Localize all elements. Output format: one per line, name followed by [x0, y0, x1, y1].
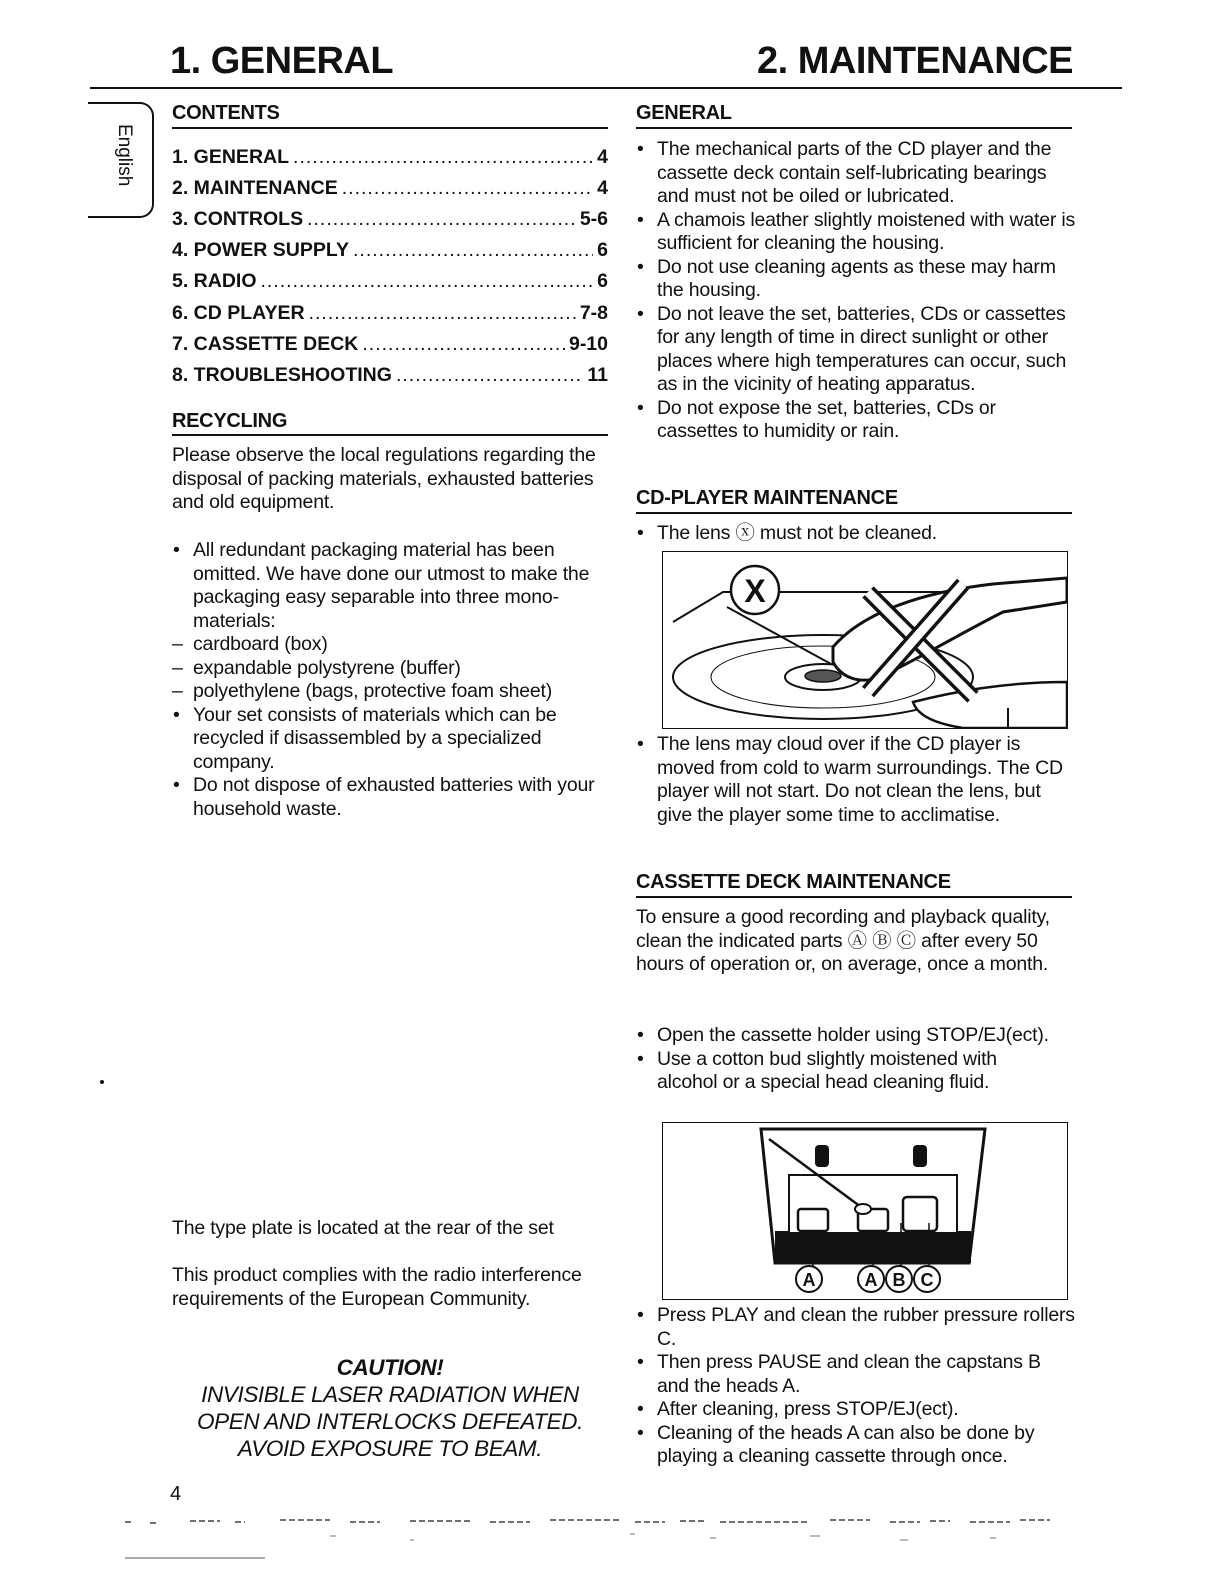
contents-heading: CONTENTS	[172, 102, 280, 124]
cassette-deck-illustration	[663, 1123, 1067, 1299]
toc-item: 7. CASSETTE DECK ..... 9-10	[172, 333, 608, 356]
callout-a-label: A	[802, 1270, 816, 1290]
cd-list-1	[636, 522, 1076, 546]
recycling-rule	[172, 434, 608, 436]
cassette-intro: To ensure a good recording and playback quality, clean the indicated parts Ⓐ Ⓑ Ⓒ after every 50 hours of operation or, on average, once a month.	[636, 906, 1050, 975]
general-list	[636, 138, 1076, 444]
list-item: • All redundant packaging material has been omitted. We have done our utmost to make the packaging easy separable into three mono-materials:	[172, 539, 608, 633]
cd-maintenance-heading: CD-PLAYER MAINTENANCE	[636, 487, 898, 509]
list-item: • The lens may cloud over if the CD player is moved from cold to warm surroundings. The CD player will not start. Do not clean the lens, but give the player some time to acclimatise.	[636, 733, 1076, 827]
page-number: 4	[170, 1483, 182, 1505]
toc-item: 3. CONTROLS ..... 5-6	[172, 208, 608, 231]
list-item: • Do not use cleaning agents as these may harm the housing.	[636, 256, 1076, 303]
callout-c-label: C	[920, 1270, 934, 1290]
toc-item: 1. GENERAL ..... 4	[172, 146, 608, 169]
list-item: • Use a cotton bud slightly moistened with alcohol or a special head cleaning fluid.	[636, 1048, 1056, 1095]
list-item: • After cleaning, press STOP/EJ(ect).	[636, 1398, 1076, 1422]
contents-rule	[172, 127, 608, 129]
list-item: – polyethylene (bags, protective foam sheet)	[172, 680, 608, 704]
language-tab-label: English	[114, 124, 135, 187]
scan-noise	[110, 1510, 1110, 1570]
cd-maintenance-rule	[636, 512, 1072, 514]
list-item: • Do not expose the set, batteries, CDs or cassettes to humidity or rain.	[636, 397, 1076, 444]
cd-list-2	[636, 733, 1076, 827]
general-heading: GENERAL	[636, 102, 732, 124]
toc-item: 5. RADIO ..... 6	[172, 270, 608, 293]
list-item: – expandable polystyrene (buffer)	[172, 657, 608, 681]
list-item: • The mechanical parts of the CD player and the cassette deck contain self-lubricating bearings and must not be oiled or lubricated.	[636, 138, 1076, 209]
recycling-list	[172, 539, 608, 821]
recycling-heading: RECYCLING	[172, 410, 288, 432]
cassette-maintenance-rule	[636, 896, 1072, 898]
compliance-note: This product complies with the radio interference requirements of the European Community.	[172, 1264, 582, 1310]
type-plate-note: The type plate is located at the rear of the set	[172, 1217, 554, 1239]
toc-item: 2. MAINTENANCE ..... 4	[172, 177, 608, 200]
list-item: • Do not leave the set, batteries, CDs or cassettes for any length of time in direct sunlight or other places where high temperatures can occur, such as in the vicinity of heating apparatus.	[636, 303, 1076, 397]
list-item: • Open the cassette holder using STOP/EJ(ect).	[636, 1024, 1056, 1048]
list-item: • Then press PAUSE and clean the capstans B and the heads A.	[636, 1351, 1076, 1398]
caution-line: INVISIBLE LASER RADIATION WHEN	[201, 1382, 579, 1407]
cassette-list-2	[636, 1304, 1076, 1469]
callout-b-label: B	[892, 1270, 906, 1290]
cassette-deck-figure	[662, 1122, 1068, 1300]
toc-item: 6. CD PLAYER ..... 7-8	[172, 302, 608, 325]
list-item: • A chamois leather slightly moistened with water is sufficient for cleaning the housing.	[636, 209, 1076, 256]
cd-lens-figure	[662, 551, 1068, 729]
list-item: • The lens ⓧ must not be cleaned.	[636, 522, 1076, 546]
list-item: – cardboard (box)	[172, 633, 608, 657]
header-rule	[90, 87, 1122, 89]
list-item: • Cleaning of the heads A can also be done by playing a cleaning cassette through once.	[636, 1422, 1076, 1469]
recycling-intro: Please observe the local regulations regarding the disposal of packing materials, exhausted batteries and old equipment.	[172, 444, 596, 513]
caution-line: AVOID EXPOSURE TO BEAM.	[237, 1436, 543, 1461]
list-item: • Press PLAY and clean the rubber pressure rollers C.	[636, 1304, 1076, 1351]
caution-title: CAUTION!	[336, 1355, 444, 1380]
stray-dot	[100, 1080, 104, 1084]
list-item: • Your set consists of materials which can be recycled if disassembled by a specialized company.	[172, 704, 608, 775]
toc-item: 8. TROUBLESHOOTING ..... 11	[172, 364, 608, 387]
caution-line: OPEN AND INTERLOCKS DEFEATED.	[197, 1409, 583, 1434]
cassette-maintenance-heading: CASSETTE DECK MAINTENANCE	[636, 871, 951, 893]
callout-a-label: A	[864, 1270, 878, 1290]
lens-callout-label: X	[744, 573, 766, 609]
toc-item: 4. POWER SUPPLY ..... 6	[172, 239, 608, 262]
left-page-title: 1. GENERAL	[170, 40, 394, 82]
right-page-title: 2. MAINTENANCE	[757, 40, 1074, 82]
general-rule	[636, 127, 1072, 129]
list-item: • Do not dispose of exhausted batteries with your household waste.	[172, 774, 608, 821]
cassette-list-1	[636, 1024, 1056, 1095]
caution-block	[172, 1354, 608, 1462]
cd-lens-illustration	[663, 552, 1067, 728]
